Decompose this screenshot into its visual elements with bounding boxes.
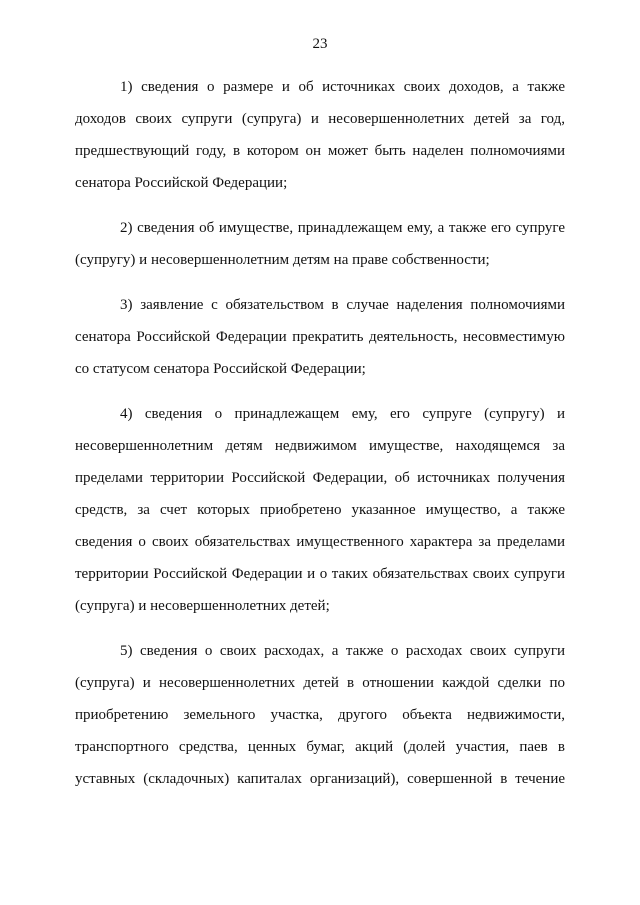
- paragraph-line: транспортного средства, ценных бумаг, акций (долей участия, паев в: [75, 739, 565, 755]
- paragraph-line: 2) сведения об имуществе, принадлежащем ему, а также его супруге: [120, 220, 565, 236]
- paragraph-line: сведения о своих обязательствах имущественного характера за пределами: [75, 534, 565, 550]
- paragraph-line: пределами территории Российской Федерации, об источниках получения: [75, 470, 565, 486]
- paragraph-line: 4) сведения о принадлежащем ему, его супруге (супругу) и: [120, 406, 565, 422]
- paragraph-line: (супруга) и несовершеннолетних детей в отношении каждой сделки по: [75, 675, 565, 691]
- paragraph-line: предшествующий году, в котором он может быть наделен полномочиями: [75, 143, 565, 159]
- paragraph-item-3: [75, 289, 565, 385]
- paragraph-line: доходов своих супруги (супруга) и несовершеннолетних детей за год,: [75, 111, 565, 127]
- paragraph-line: сенатора Российской Федерации;: [75, 175, 288, 191]
- paragraph-line: несовершеннолетним детям недвижимом имуществе, находящемся за: [75, 438, 565, 454]
- paragraph-line: со статусом сенатора Российской Федерации;: [75, 361, 366, 377]
- paragraph-line: (супруга) и несовершеннолетних детей;: [75, 598, 330, 614]
- paragraph-item-5: [75, 635, 565, 795]
- paragraph-line: средств, за счет которых приобретено указанное имущество, а также: [75, 502, 565, 518]
- paragraph-item-1: [75, 71, 565, 199]
- paragraph-line: 5) сведения о своих расходах, а также о расходах своих супруги: [120, 643, 565, 659]
- paragraph-item-4: [75, 398, 565, 622]
- paragraph-line: 1) сведения о размере и об источниках своих доходов, а также: [120, 79, 565, 95]
- paragraph-line: территории Российской Федерации и о таких обязательствах своих супруги: [75, 566, 565, 582]
- paragraph-line: сенатора Российской Федерации прекратить деятельность, несовместимую: [75, 329, 565, 345]
- paragraph-line: уставных (складочных) капиталах организаций), совершенной в течение: [75, 771, 565, 787]
- page-number: 23: [312, 36, 328, 52]
- paragraph-item-2: [75, 212, 565, 276]
- paragraph-line: приобретению земельного участка, другого объекта недвижимости,: [75, 707, 565, 723]
- document-body: [75, 71, 565, 808]
- paragraph-line: (супругу) и несовершеннолетним детям на праве собственности;: [75, 252, 490, 268]
- paragraph-line: 3) заявление с обязательством в случае наделения полномочиями: [120, 297, 565, 313]
